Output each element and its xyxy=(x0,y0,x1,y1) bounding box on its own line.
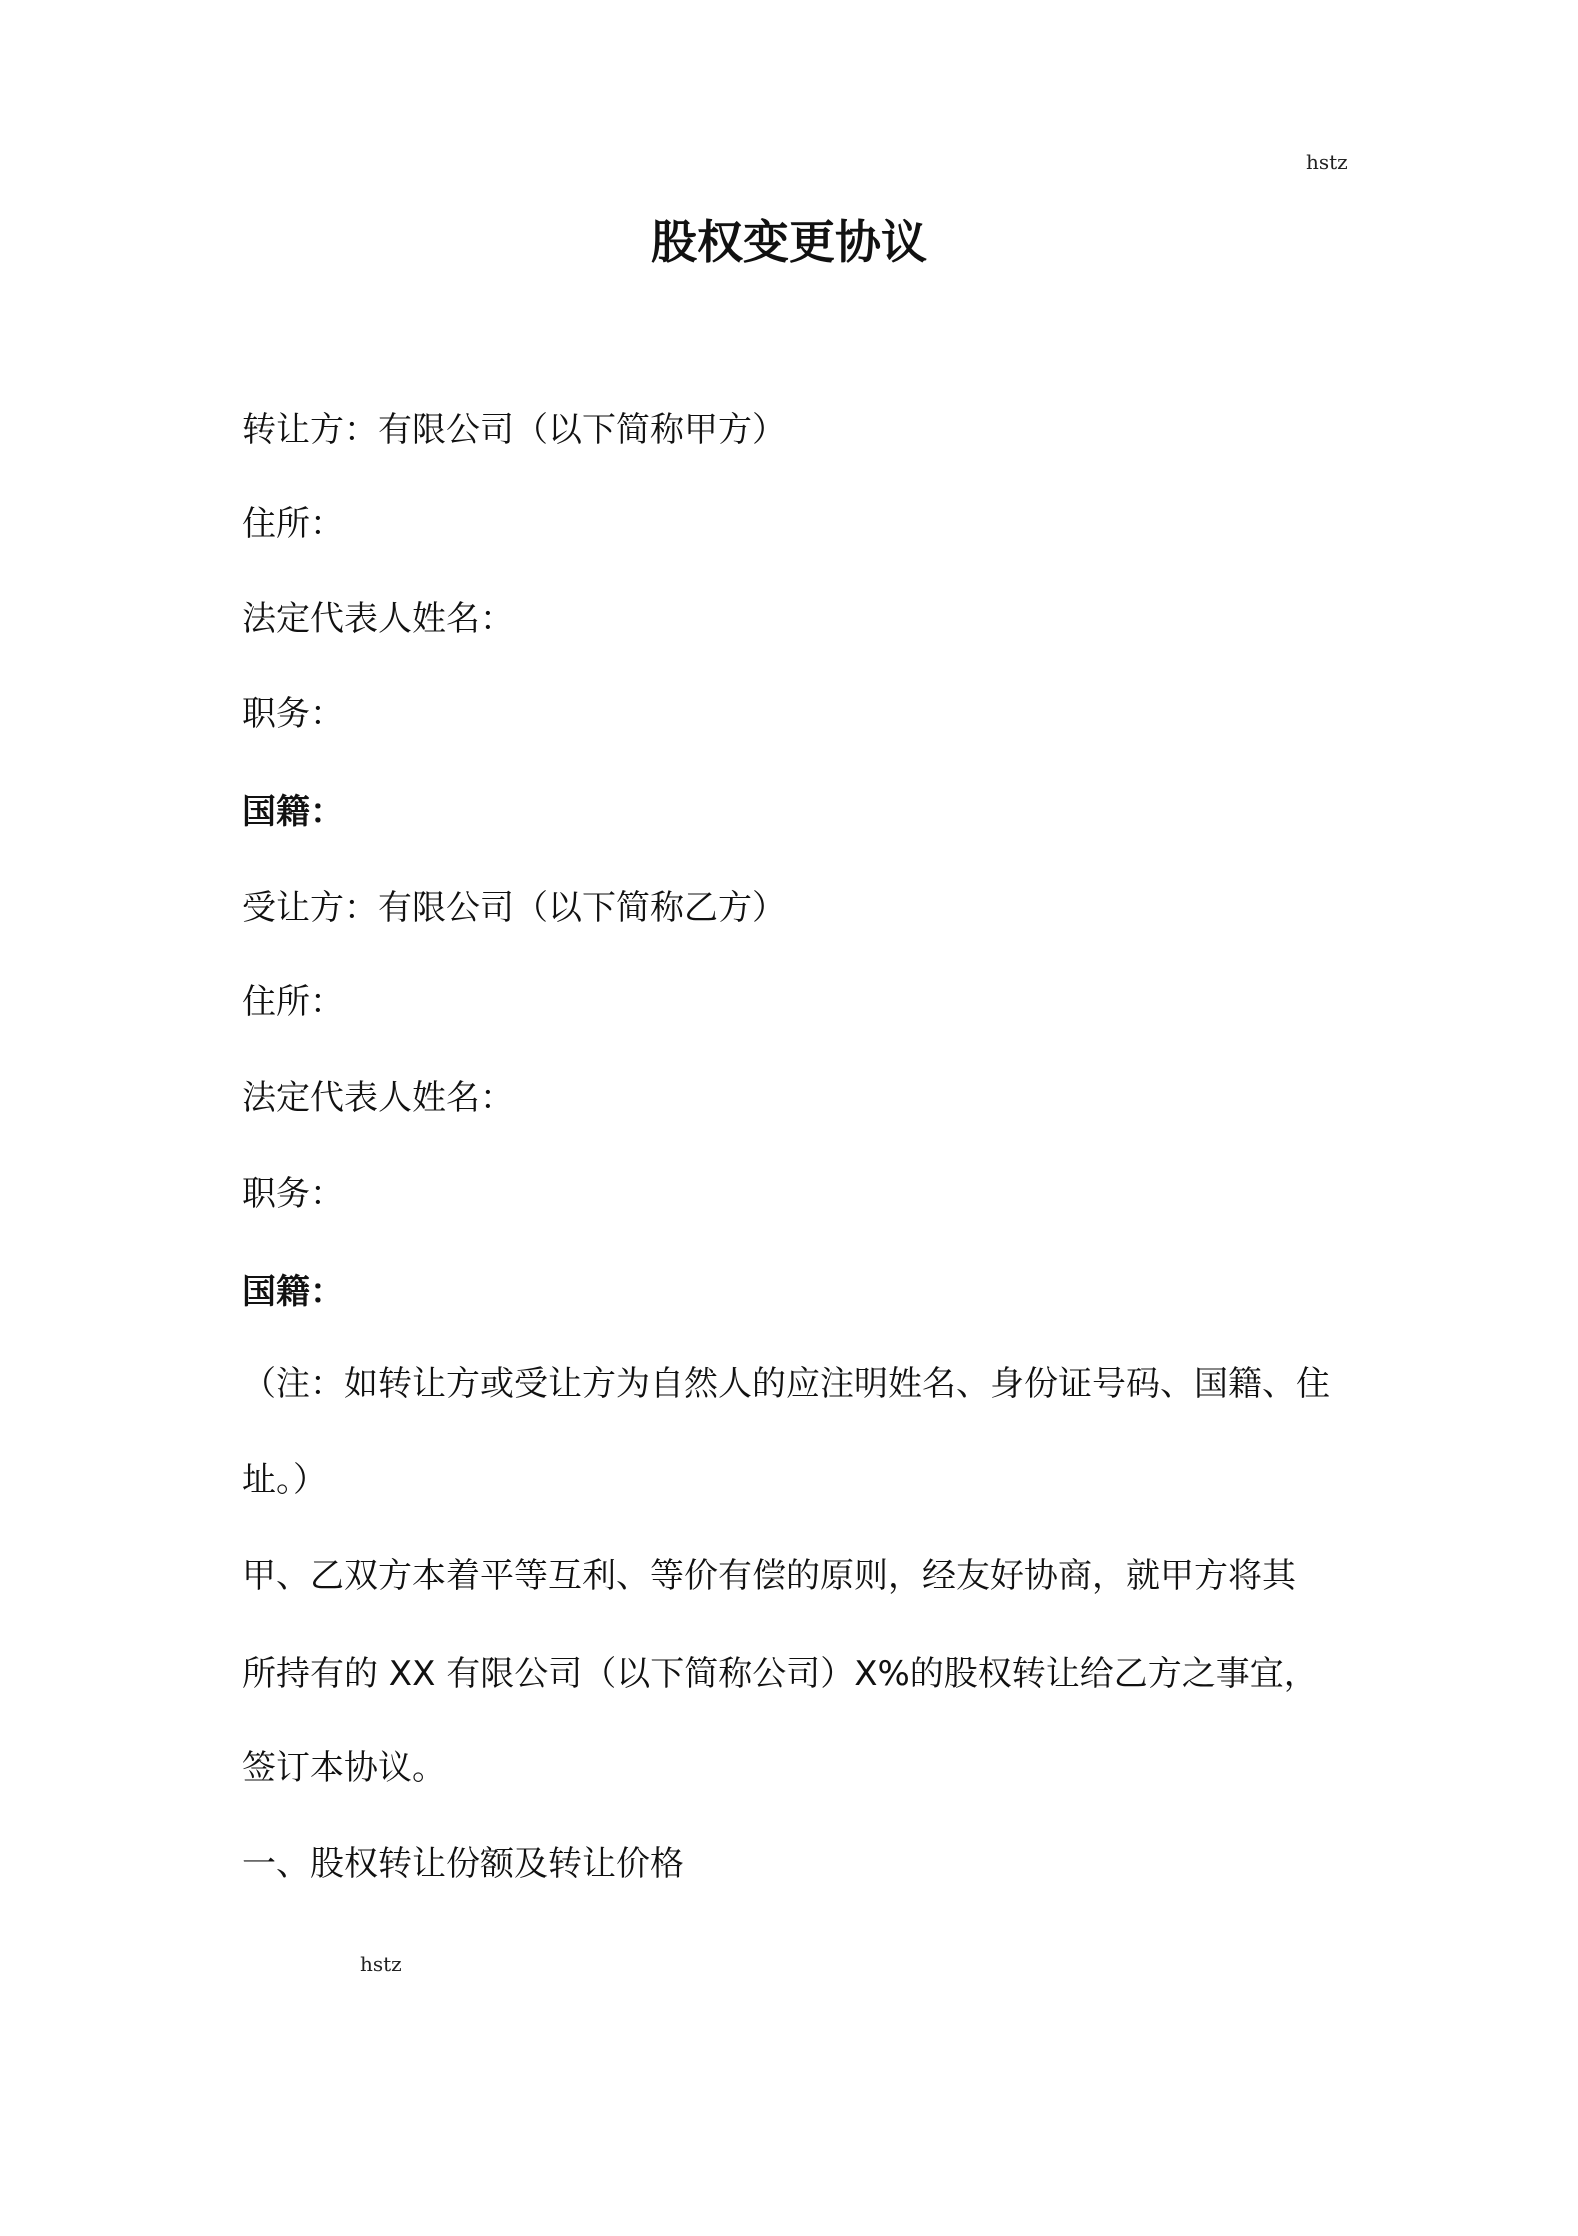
document-title: 股权变更协议 xyxy=(651,215,927,269)
intro-line-2: 所持有的 XX 有限公司（以下简称公司）X%的股权转让给乙方之事宜， xyxy=(242,1654,1318,1694)
header-mark: hstz xyxy=(1306,150,1348,174)
note-line-1: （注：如转让方或受让方为自然人的应注明姓名、身份证号码、国籍、住 xyxy=(242,1364,1330,1404)
party-a-position: 职务： xyxy=(242,694,344,734)
intro-line-1: 甲、乙双方本着平等互利、等价有偿的原则，经友好协商，就甲方将其 xyxy=(242,1556,1296,1596)
party-b-nationality: 国籍： xyxy=(242,1272,344,1312)
party-a-legal-rep: 法定代表人姓名： xyxy=(242,599,514,639)
footer-mark: hstz xyxy=(360,1952,402,1976)
party-b-address: 住所： xyxy=(242,982,344,1022)
party-b-transferee: 受让方：有限公司（以下简称乙方） xyxy=(242,888,786,928)
section-1-heading: 一、股权转让份额及转让价格 xyxy=(242,1844,684,1884)
party-b-legal-rep: 法定代表人姓名： xyxy=(242,1078,514,1118)
note-line-2: 址。） xyxy=(242,1460,327,1500)
intro-line-3: 签订本协议。 xyxy=(242,1748,446,1788)
party-a-address: 住所： xyxy=(242,504,344,544)
party-a-nationality: 国籍： xyxy=(242,792,344,832)
party-b-position: 职务： xyxy=(242,1174,344,1214)
party-a-transferor: 转让方：有限公司（以下简称甲方） xyxy=(242,410,786,450)
